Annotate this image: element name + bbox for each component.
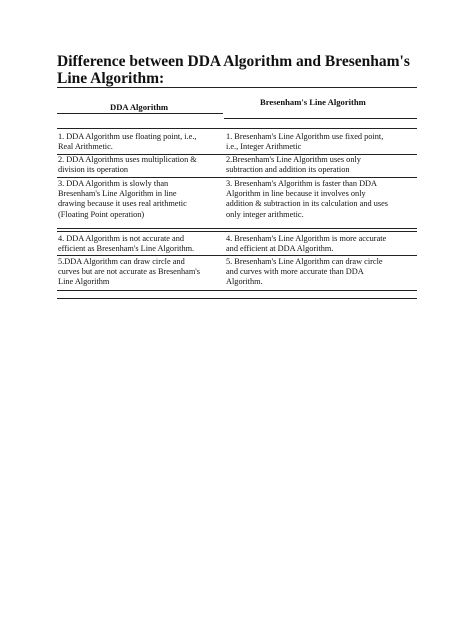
row-4-dda: [58, 234, 223, 254]
row-1-bresenham: [226, 132, 417, 152]
table-bottom-rule: [57, 298, 417, 299]
header-rule-left: [57, 113, 223, 114]
row-4-bresenham-line-2: and efficient at DDA Algorithm.: [226, 244, 334, 254]
row-5-dda-line-3: Line Algorithm: [58, 277, 110, 287]
row-2-bresenham-line-1: 2.Bresenham's Line Algorithm uses only: [226, 155, 361, 164]
row-4-rule: [57, 255, 417, 256]
row-3-dda: [58, 179, 223, 220]
row-5-bresenham: [226, 257, 417, 288]
row-3-dda-line-1: 3. DDA Algorithm is slowly than: [58, 179, 169, 188]
row-1-bresenham-line-2: i.e., Integer Arithmetic: [226, 142, 302, 152]
page-title: [57, 53, 427, 87]
row-3-bresenham-line-3: addition & subtraction in its calculation and uses: [226, 199, 388, 209]
row-4-bresenham: [226, 234, 417, 254]
row-2-bresenham: [226, 155, 417, 175]
row-5-dda-line-1: 5.DDA Algorithm can draw circle and: [58, 257, 185, 266]
row-5-dda: [58, 257, 223, 288]
row-2-dda: [58, 155, 223, 175]
row-4-dda-line-1: 4. DDA Algorithm is not accurate and: [58, 234, 185, 243]
row-3-bresenham-line-4: only integer arithmetic.: [226, 209, 304, 219]
row-3-bresenham-line-1: 3. Bresenham's Algorithm is faster than DDA: [226, 179, 378, 188]
row-4-bresenham-line-1: 4. Bresenham's Line Algorithm is more accurate: [226, 234, 387, 243]
header-bresenham: Bresenham's Line Algorithm: [260, 97, 366, 107]
title-line-2: Line Algorithm:: [57, 70, 165, 87]
row-3-rule-double: [57, 231, 417, 232]
title-rule: [57, 87, 417, 88]
row-3-dda-line-3: drawing because it uses real arithmetic: [58, 199, 187, 209]
row-2-dda-line-2: division its operation: [58, 165, 129, 175]
row-4-dda-line-2: efficient as Bresenham's Line Algorithm.: [58, 244, 195, 254]
row-5-bresenham-line-3: Algorithm.: [226, 277, 263, 287]
row-1-bresenham-line-1: 1. Bresenham's Line Algorithm use fixed point,: [226, 132, 384, 141]
row-5-rule: [57, 290, 417, 291]
row-3-bresenham-line-2: Algorithm in line because it involves only: [226, 189, 366, 199]
header-rule-right: [224, 118, 417, 119]
row-5-dda-line-2: curves but are not accurate as Bresenham's: [58, 267, 201, 277]
row-5-bresenham-line-1: 5. Bresenham's Line Algorithm can draw circle: [226, 257, 383, 266]
row-1-dda-line-2: Real Arithmetic.: [58, 142, 113, 152]
row-2-rule: [57, 177, 417, 178]
row-1-dda: [58, 132, 223, 152]
table-top-rule: [57, 128, 417, 129]
row-3-bresenham: [226, 179, 417, 220]
row-2-bresenham-line-2: subtraction and addition its operation: [226, 165, 350, 175]
row-5-bresenham-line-2: and curves with more accurate than DDA: [226, 267, 364, 277]
header-dda: DDA Algorithm: [110, 102, 169, 112]
row-3-dda-line-2: Bresenham's Line Algorithm in line: [58, 189, 177, 199]
row-1-dda-line-1: 1. DDA Algorithm use floating point, i.e.,: [58, 132, 197, 141]
row-2-dda-line-1: 2. DDA Algorithms uses multiplication &: [58, 155, 197, 164]
title-line-1: Difference between DDA Algorithm and Bresenham's: [57, 53, 410, 70]
row-3-dda-line-4: (Floating Point operation): [58, 209, 145, 219]
row-3-rule: [57, 228, 417, 229]
